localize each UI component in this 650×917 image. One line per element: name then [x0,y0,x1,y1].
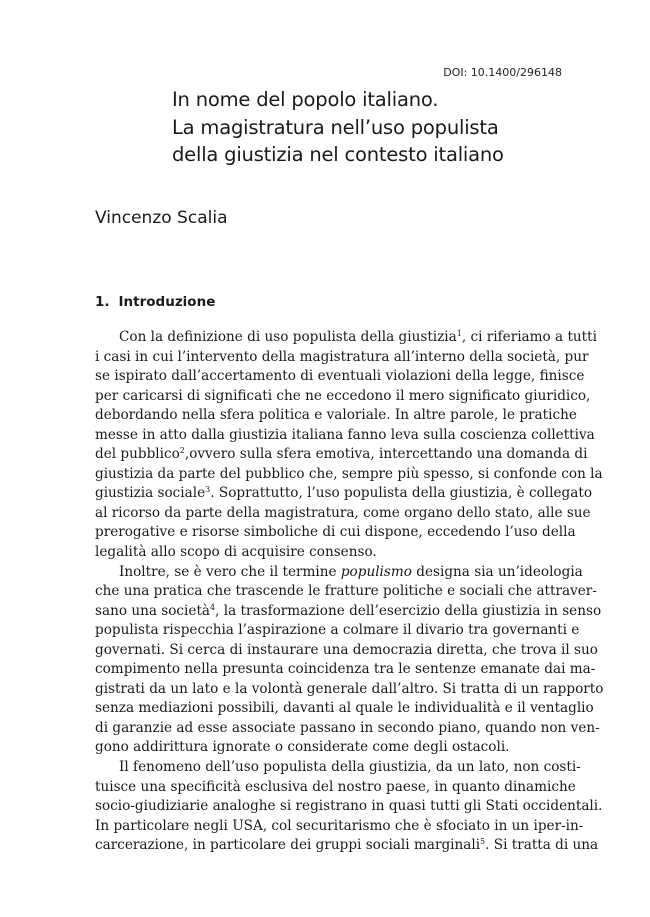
text-line [95,836,599,856]
line-text: del pubblico [95,446,180,463]
line-text: per caricarsi di significati che ne eccedono il mero significato giuridico, [95,387,591,404]
author-name: Vincenzo Scalia [95,208,228,228]
line-text: . Soprattutto, l’uso populista della giustizia, è collegato [210,485,593,502]
title-line: della giustizia nel contesto italiano [172,143,504,166]
text-line [95,641,598,661]
text-line [95,563,583,583]
line-text: socio-giudiziarie analoghe si registrano in quasi tutti gli Stati occidentali. [95,798,603,815]
paragraph [95,328,603,563]
line-text: carcerazione, in particolare dei gruppi sociali marginali [95,837,481,854]
italic-term: populismo [340,563,412,580]
line-text: Inoltre, se è vero che il termine [119,563,341,580]
line-text: se ispirato dall’accertamento di eventuali violazioni della legge, finisce [95,368,585,385]
paragraph [95,563,604,758]
text-line [95,660,596,680]
text-line [95,465,603,485]
line-text: , la trasformazione dell’esercizio della giustizia in senso [215,602,602,619]
text-line [95,797,603,817]
line-text: sano una società [95,602,211,619]
line-text: , ci riferiamo a tutti [461,329,597,345]
title-line: La magistratura nell’uso populista [172,115,499,139]
line-text: i casi in cui l’intervento della magistratura all’interno della società, pur [95,348,589,365]
line-text: al ricorso da parte della magistratura, come organo dello stato, alle sue [95,504,591,521]
text-line [95,367,585,387]
text-line [95,426,595,446]
text-line [95,758,581,778]
line-text: legalità allo scopo di acquisire consenso. [95,544,377,561]
line-text: messe in atto dalla giustizia italiana fanno leva sulla coscienza collettiva [95,426,595,443]
text-line [95,738,560,758]
article-title [172,86,592,169]
footnote-ref[interactable]: 5 [480,837,486,847]
text-line [95,406,577,426]
section-heading [95,294,215,310]
text-line [95,328,597,348]
footnote-ref[interactable]: 2 [179,446,185,456]
doi-label: DOI: 10.1400/296148 [443,66,562,79]
line-text: tuisce una specificità esclusiva del nostro paese, in quanto dinamiche [95,778,576,795]
text-line [95,523,576,543]
title-line: In nome del popolo italiano. [172,88,439,111]
line-text: ,ovvero sulla sfera emotiva, intercettando una domanda di [184,446,588,463]
line-text: senza mediazioni possibili, davanti al quale le individualità e il ventaglio [95,700,594,717]
text-line [95,621,580,641]
text-line [95,778,576,798]
line-text: di garanzie ad esse associate passano in secondo piano, quando non ven- [95,719,600,736]
text-line [95,445,588,465]
text-line [95,719,600,739]
text-line [95,582,597,602]
paragraph [95,758,603,856]
text-line [95,680,604,700]
text-line [95,348,589,368]
line-text: gistrati da un lato e la volontà generale dall’altro. Si tratta di un rapporto [95,680,604,697]
line-text: designa sia un’ideologia [411,563,583,580]
line-text: governati. Si cerca di instaurare una democrazia diretta, che trova il suo [95,641,598,658]
line-text: In particolare negli USA, col securitarismo che è sfociato in un iper-in- [95,817,584,834]
section-title: Introduzione [118,294,216,310]
line-text: Il fenomeno dell’uso populista della giustizia, da un lato, non costi- [119,759,581,776]
line-text: gono addirittura ignorate o considerate come degli ostacoli. [95,739,510,756]
line-text: Con la definizione di uso populista della giustizia [119,329,457,345]
footnote-ref[interactable]: 4 [210,602,216,612]
text-line [95,484,593,504]
text-line [95,387,591,407]
text-line [95,817,584,837]
line-text: populista rispecchia l’aspirazione a colmare il divario tra governanti e [95,622,580,639]
line-text: prerogative e risorse simboliche di cui dispone, eccedendo l’uso della [95,524,576,541]
body-text [95,328,604,856]
line-text: giustizia sociale [95,485,206,502]
text-line [95,504,591,524]
footnote-ref[interactable]: 1 [456,329,462,338]
text-line [95,699,594,719]
line-text: debordando nella sfera politica e valoriale. In altre parole, le pratiche [95,407,577,424]
text-line [95,602,602,622]
section-number: 1. [95,294,110,310]
text-line [95,543,560,563]
line-text: compimento nella presunta coincidenza tra le sentenze emanate dai ma- [95,661,596,678]
line-text: che una pratica che trascende le fratture politiche e sociali che attraver- [95,583,597,600]
line-text: . Si tratta di una [485,837,599,854]
line-text: giustizia da parte del pubblico che, sempre più spesso, si confonde con la [95,465,603,482]
footnote-ref[interactable]: 3 [205,485,211,495]
